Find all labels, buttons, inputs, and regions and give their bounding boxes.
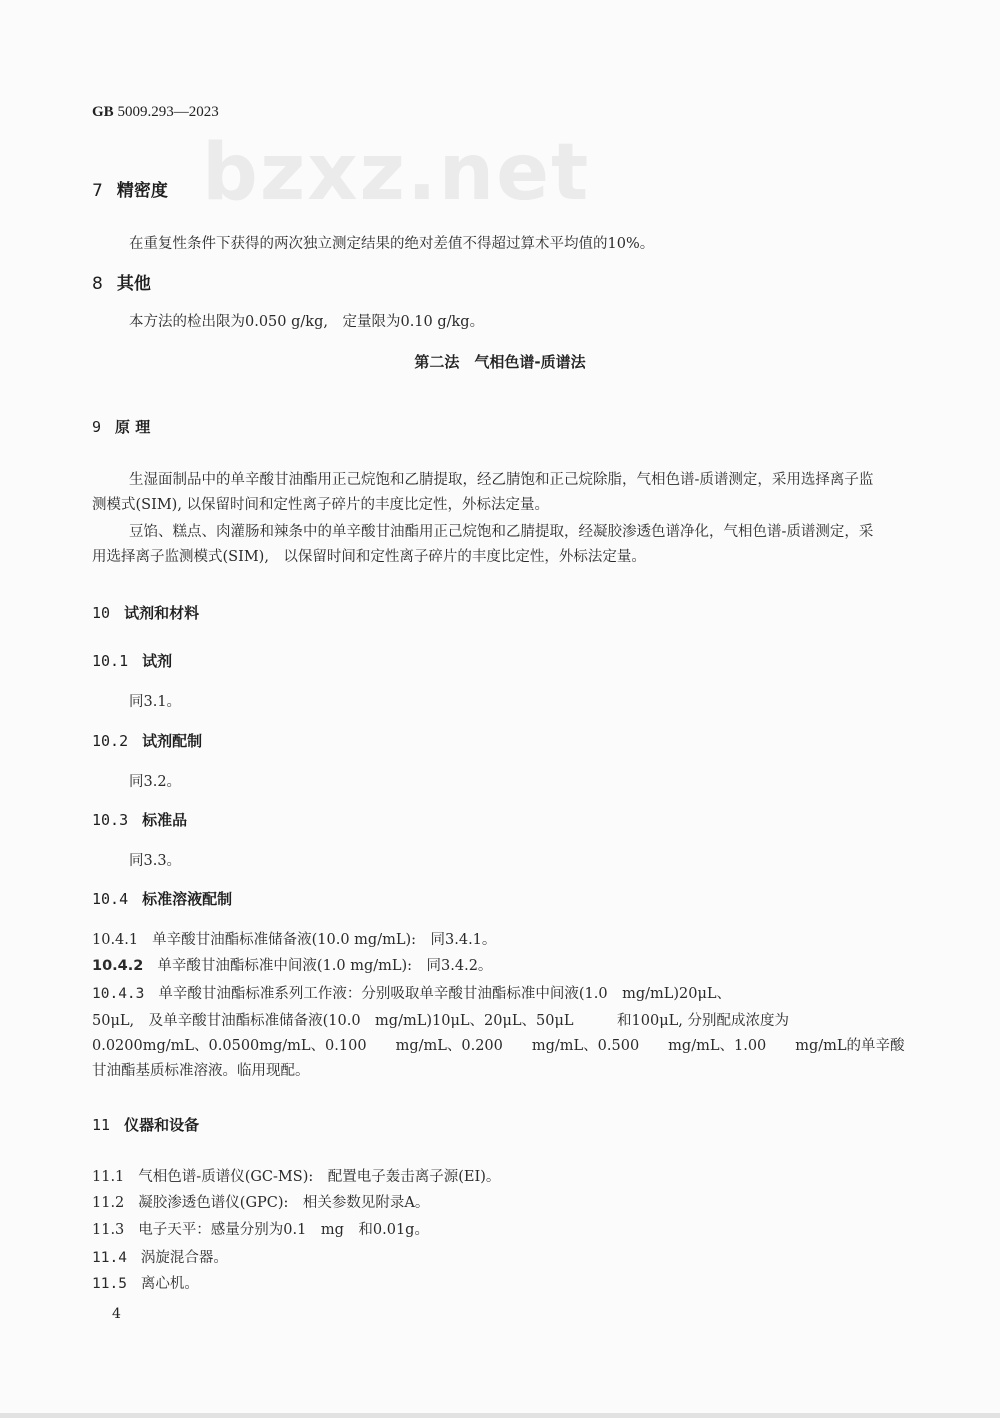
item-10-4-3-line-1: [92, 982, 731, 1003]
section-10-2-heading: [92, 730, 202, 751]
section-7-heading: [92, 176, 168, 201]
item-text: 凝胶渗透色谱仪(GPC): 相关参数见附录A。: [138, 1195, 430, 1211]
section-title: 仪器和设备: [124, 1116, 200, 1134]
section-8-heading: [92, 269, 151, 294]
item-text: 电子天平：感量分别为0.1 mg 和0.01g。: [138, 1222, 429, 1238]
item-number: 11.2: [92, 1195, 125, 1211]
item-number: 10.4.2: [92, 958, 144, 974]
standard-code: [92, 104, 219, 121]
section-10-3-heading: [92, 809, 187, 830]
section-number: 11: [92, 1116, 111, 1134]
section-title: 精密度: [116, 181, 168, 201]
item-11-3: [92, 1218, 429, 1239]
item-text: 单辛酸甘油酯标准储备液(10.0 mg/mL): 同3.4.1。: [152, 932, 497, 948]
section-number: 8: [92, 274, 103, 294]
section-number: 9: [92, 418, 102, 436]
section-title: 试剂和材料: [124, 604, 200, 622]
item-11-1: [92, 1165, 500, 1186]
item-text: 气相色谱-质谱仪(GC-MS): 配置电子轰击离子源(EI)。: [138, 1169, 501, 1185]
section-10-1-heading: [92, 650, 172, 671]
section-9-paragraph-2: 豆馅、糕点、肉灌肠和辣条中的单辛酸甘油酯用正己烷饱和乙腈提取，经凝胶渗透色谱净化，气相色谱-质谱测定，采用选择离子监测模式(SIM), 以保留时间和定性离子碎片的丰度比定性，外标法定量。: [92, 524, 874, 565]
section-8-text: 本方法的检出限为0.050 g/kg, 定量限为0.10 g/kg。: [129, 314, 485, 330]
item-number: 10.4.3: [92, 986, 145, 1002]
section-title: 试剂: [142, 652, 173, 670]
method-2-title: 第二法 气相色谱-质谱法: [414, 353, 586, 371]
section-number: 10.2: [92, 732, 129, 750]
page-number: 4: [112, 1306, 121, 1322]
section-7-text: 在重复性条件下获得的两次独立测定结果的绝对差值不得超过算术平均值的10%。: [129, 236, 655, 252]
item-text: 离心机。: [140, 1276, 199, 1292]
section-title: 标准品: [142, 811, 188, 829]
section-title: 原 理: [115, 418, 151, 436]
section-number: 10.1: [92, 652, 129, 670]
item-10-4-1: [92, 928, 496, 949]
section-title: 试剂配制: [142, 732, 203, 750]
section-9-paragraph-1: 生湿面制品中的单辛酸甘油酯用正己烷饱和乙腈提取，经乙腈饱和正己烷除脂，气相色谱-质谱测定，采用选择离子监测模式(SIM), 以保留时间和定性离子碎片的丰度比定性，外标法定量。: [92, 472, 874, 513]
standard-number: 5009.293—2023: [117, 104, 219, 120]
section-title: 其他: [116, 274, 151, 294]
section-10-heading: [92, 602, 199, 623]
item-number: 11.5: [92, 1276, 127, 1292]
item-10-4-3-line-3: 0.0200mg/mL、0.0500mg/mL、0.100 mg/mL、0.200 mg/mL、0.500 mg/mL、1.00 mg/mL的单辛酸: [92, 1038, 905, 1054]
item-10-4-2: [92, 954, 492, 975]
watermark: bzxz.net: [202, 128, 591, 218]
section-number: 10.4: [92, 890, 129, 908]
item-number: 10.4.1: [92, 932, 139, 948]
item-10-4-3-line-4: 甘油酯基质标准溶液。临用现配。: [92, 1063, 310, 1079]
item-11-4: [92, 1246, 228, 1267]
item-11-5: [92, 1272, 199, 1293]
section-number: 10.3: [92, 811, 129, 829]
section-title: 标准溶液配制: [142, 890, 233, 908]
item-text: 涡旋混合器。: [140, 1250, 228, 1266]
item-text: 单辛酸甘油酯标准中间液(1.0 mg/mL): 同3.4.2。: [157, 958, 493, 974]
section-9-heading: [92, 416, 150, 437]
item-11-2: [92, 1191, 429, 1212]
item-number: 11.3: [92, 1222, 125, 1238]
section-10-3-text: 同3.3。: [129, 853, 182, 869]
section-number: 7: [92, 181, 103, 201]
section-10-1-text: 同3.1。: [129, 694, 182, 710]
item-10-4-3-line-2: 50μL, 及单辛酸甘油酯标准储备液(10.0 mg/mL)10μL、20μL、50μL 和100μL, 分别配成浓度为: [92, 1013, 789, 1029]
standard-prefix: GB: [92, 104, 114, 120]
section-11-heading: [92, 1114, 199, 1135]
section-10-2-text: 同3.2。: [129, 774, 182, 790]
page-bottom-edge: [0, 1413, 1000, 1418]
item-text: 单辛酸甘油酯标准系列工作液：分别吸取单辛酸甘油酯标准中间液(1.0 mg/mL)20μL、: [158, 986, 732, 1002]
item-number: 11.1: [92, 1169, 125, 1185]
section-10-4-heading: [92, 888, 232, 909]
item-number: 11.4: [92, 1250, 127, 1266]
section-number: 10: [92, 604, 111, 622]
